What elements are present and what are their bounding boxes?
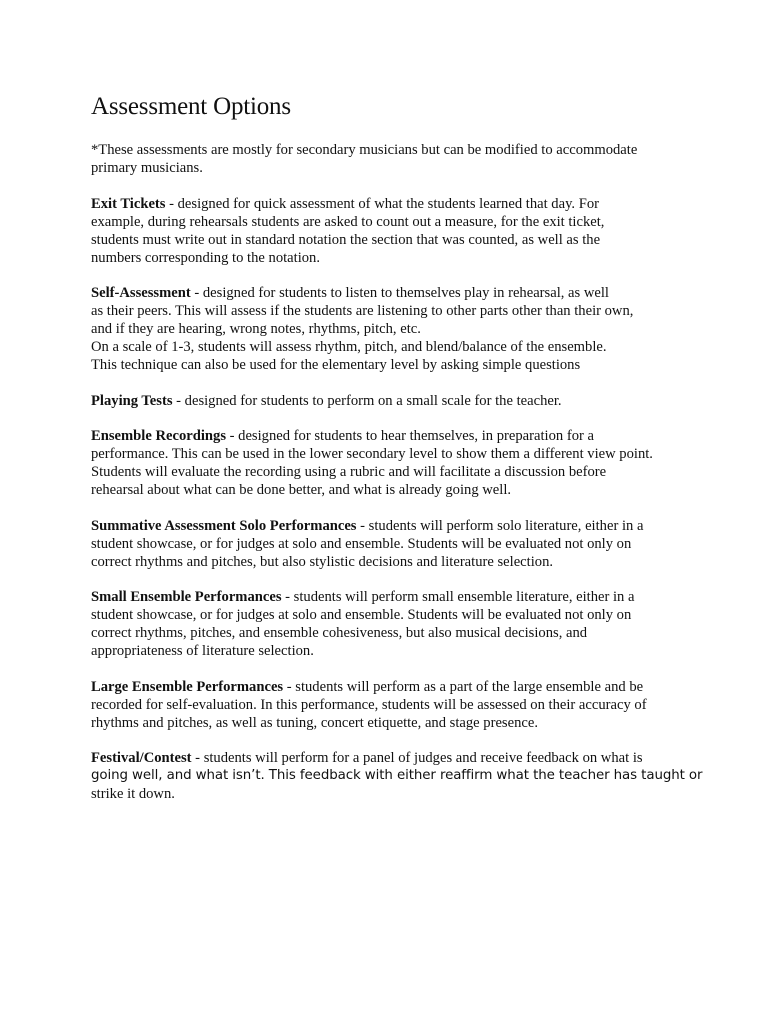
section-line: appropriateness of literature selection. [91,643,314,659]
section-line: student showcase, or for judges at solo and ensemble. Students will be evaluated not only on [91,535,632,552]
intro-line: *These assessments are mostly for secondary musicians but can be modified to accommodate [91,142,638,158]
section-line: rhythms and pitches, as well as tuning, concert etiquette, and stage presence. [91,714,538,731]
section-line: and if they are hearing, wrong notes, rhythms, pitch, etc. [91,321,421,337]
section-playing-tests [91,392,681,410]
section-term: Self-Assessment [91,285,191,301]
section-line: as their peers. This will assess if the students are listening to other parts other than their own, [91,303,634,319]
section-line: Students will evaluate the recording using a rubric and will facilitate a discussion before [91,464,607,480]
section-text: - students will perform as a part of the large ensemble and be [283,678,644,695]
section-line: On a scale of 1-3, students will assess rhythm, pitch, and blend/balance of the ensemble. [91,339,607,355]
section-term: Large Ensemble Performances [91,678,284,695]
section-line [91,749,681,767]
section-line [91,392,681,410]
section-line: strike it down. [91,786,175,802]
section-text: - students will perform small ensemble literature, either in a [281,589,635,605]
section-text: - designed for quick assessment of what the students learned that day. For [165,195,599,212]
section-term: Festival/Contest [91,750,192,766]
section-large-ensemble [91,678,681,732]
section-summative-solo [91,517,681,571]
section-line: students must write out in standard notation the section that was counted, as well as the [91,231,601,248]
section-line: This technique can also be used for the elementary level by asking simple questions [91,357,581,373]
section-line: numbers corresponding to the notation. [91,249,320,266]
section-line: example, during rehearsals students are asked to count out a measure, for the exit ticket, [91,213,605,230]
intro-line: primary musicians. [91,160,203,176]
section-ensemble-recordings [91,427,681,499]
section-text: - students will perform solo literature, either in a [356,517,644,534]
section-line: performance. This can be used in the lower secondary level to show them a different view point. [91,446,653,462]
section-small-ensemble [91,588,681,660]
section-line [91,588,681,606]
section-line: correct rhythms and pitches, but also stylistic decisions and literature selection. [91,553,554,570]
section-exit-tickets [91,195,681,267]
section-line [91,678,681,696]
section-self-assessment [91,284,681,374]
document-page [91,92,703,821]
section-line: student showcase, or for judges at solo and ensemble. Students will be evaluated not only on [91,607,632,623]
page-title: Assessment Options [91,93,291,120]
section-term: Summative Assessment Solo Performances [91,517,357,534]
section-festival-contest [91,749,703,803]
section-text: - designed for students to hear themselves, in preparation for a [226,428,594,444]
section-term: Playing Tests [91,392,173,409]
section-term: Ensemble Recordings [91,428,226,444]
section-text: - students will perform for a panel of judges and receive feedback on what is [191,750,643,766]
section-line: rehearsal about what can be done better, and what is already going well. [91,482,512,498]
section-line [91,284,681,302]
section-line: correct rhythms, pitches, and ensemble cohesiveness, but also musical decisions, and [91,625,588,641]
section-term: Exit Tickets [91,195,166,212]
section-term: Small Ensemble Performances [91,589,282,605]
section-line: recorded for self-evaluation. In this performance, students will be assessed on their accuracy of [91,696,647,713]
section-line [91,195,681,213]
section-line [91,517,681,535]
section-line: going well, and what isn’t. This feedback with either reaffirm what the teacher has taught or [91,768,703,783]
section-text: - designed for students to perform on a small scale for the teacher. [172,392,562,409]
intro-paragraph [91,141,681,177]
section-line [91,427,681,445]
section-text: - designed for students to listen to themselves play in rehearsal, as well [190,285,609,301]
